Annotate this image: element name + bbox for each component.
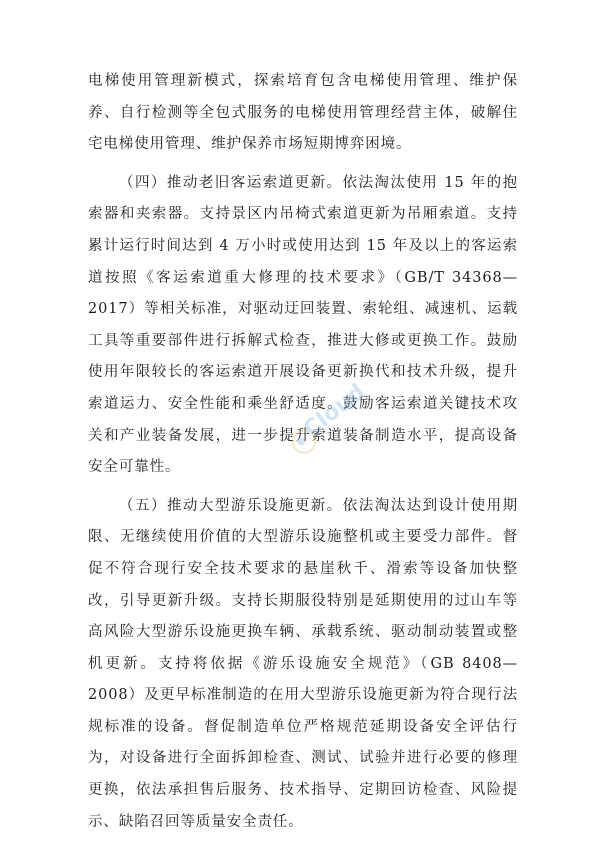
- paragraph-section-five: （五）推动大型游乐设施更新。依法淘汰达到设计使用期限、无继续使用价值的大型游乐设施整机或主要受力部件。督促不符合现行安全技术要求的悬崖秋千、滑索等设备加快整改，引导更新升级。支持长期服役特别是延期使用的过山车等高风险大型游乐设施更换车辆、承载系统、驱动制动装置或整机更新。支持将依据《游乐设施安全规范》（GB 8408—2008）及更早标准制造的在用大型游乐设施更新为符合现行法规标准的设备。督促制造单位严格规范延期设备安全评估行为，对设备进行全面拆卸检查、测试、试验并进行必要的修理更换，依法承担售后服务、技术指导、定期回访检查、风险提示、缺陷召回等质量安全责任。: [88, 497, 518, 830]
- paragraph-section-four: （四）推动老旧客运索道更新。依法淘汰使用 15 年的抱索器和夹索器。支持景区内吊椅式索道更新为吊厢索道。支持累计运行时间达到 4 万小时或使用达到 15 年及以上的客运索道按照《客运索道重大修理的技术要求》（GB/T 34368—2017）等相关标准，对驱动迂回装置、索轮组、减速机、运载工具等重要部件进行拆解式检查，推进大修或更换工作。鼓励使用年限较长的客运索道开展设备更新换代和技术升级，提升索道运力、安全性能和乘坐舒适度。鼓励客运索道关键技术攻关和产业装备发展，进一步提升索道装备制造水平，提高设备安全可靠性。: [88, 174, 518, 476]
- watermark-text: Cloud: [299, 379, 370, 443]
- paragraph-continued: 电梯使用管理新模式，探索培育包含电梯使用管理、维护保养、自行检测等全包式服务的电梯使用管理经营主体，破解住宅电梯使用管理、维护保养市场短期博弈困境。: [88, 73, 518, 153]
